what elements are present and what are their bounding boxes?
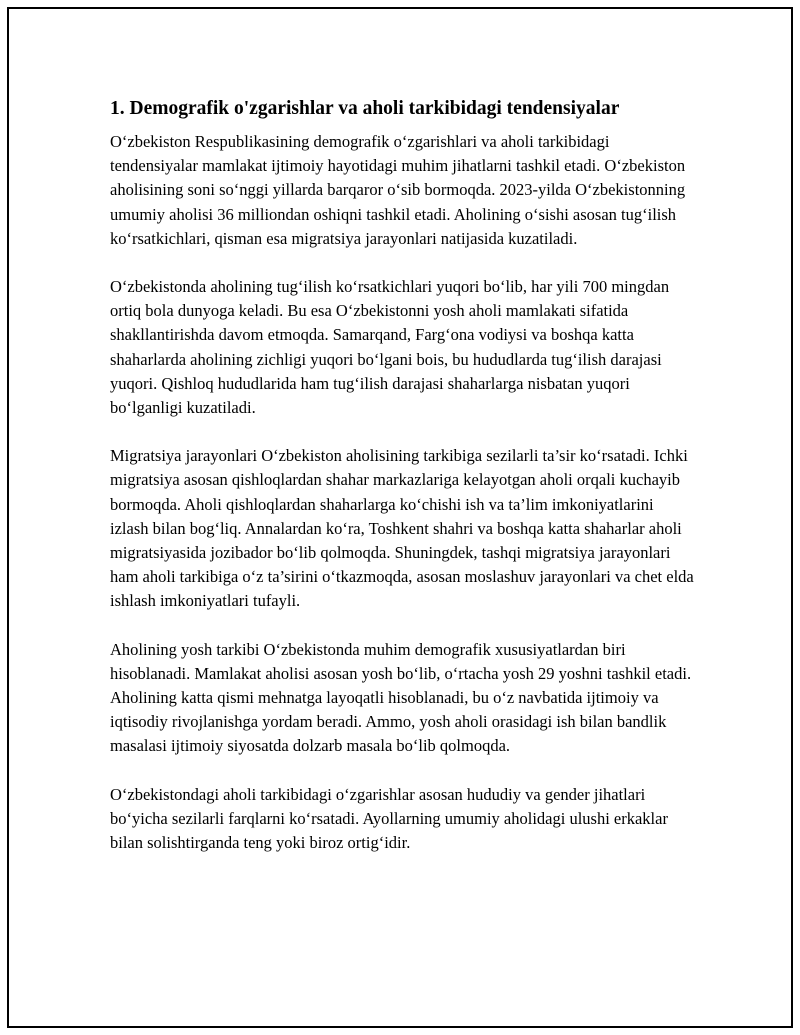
paragraph-regional-gender: O‘zbekistondagi aholi tarkibidagi o‘zgarishlar asosan hududiy va gender jihatlari bo‘yicha sezilarli farqlarni ko‘rsatadi. Ayollarning umumiy aholidagi ulushi erkaklar bilan solishtirganda teng yoki biroz ortig‘idir. — [110, 784, 668, 853]
section-heading: 1. Demografik o'zgarishlar va aholi tarkibidagi tendensiyalar — [110, 98, 620, 119]
document-body — [110, 96, 695, 879]
paragraph-population-growth: O‘zbekiston Respublikasining demografik o‘zgarishlari va aholi tarkibidagi tendensiyalar mamlakat ijtimoiy hayotidagi muhim jihatlarni tashkil etadi. O‘zbekiston aholisining soni so‘nggi yillarda barqaror o‘sib bormoqda. 2023-yilda O‘zbekistonning umumiy aholisi 36 milliondan oshiqni tashkil etadi. Aholining o‘sishi asosan tug‘ilish ko‘rsatkichlari, qisman esa migratsiya jarayonlari natijasida kuzatiladi. — [110, 132, 686, 248]
paragraph-age-structure: Aholining yosh tarkibi O‘zbekistonda muhim demografik xususiyatlardan biri hisoblanadi. Mamlakat aholisi asosan yosh bo‘lib, o‘rtacha yosh 29 yoshni tashkil etadi. Aholining katta qismi mehnatga layoqatli hisoblanadi, bu o‘z navbatida ijtimoiy va iqtisodiy rivojlanishga yordam beradi. Ammo, yosh aholi orasidagi ish bilan bandlik masalasi ijtimoiy siyosatda dolzarb masala bo‘lib qolmoqda. — [110, 639, 692, 756]
paragraph-migration: Migratsiya jarayonlari O‘zbekiston aholisining tarkibiga sezilarli ta’sir ko‘rsatadi. Ichki migratsiya asosan qishloqlardan shahar markazlariga kelayotgan aholi orqali kuchayib bormoqda. Aholi qishloqlardan shaharlarga ko‘chishi ish va ta’lim imkoniyatlarini izlash bilan bog‘liq. Annalardan ko‘ra, Toshkent shahri va boshqa katta shaharlar aholi migratsiyasida jozibador bo‘lib qolmoqda. Shuningdek, tashqi migratsiya jarayonlari ham aholi tarkibiga o‘z ta’sirini o‘tkazmoqda, asosan moslashuv jarayonlari va chet elda ishlash imkoniyatlari tufayli. — [110, 446, 694, 611]
paragraph-birth-rates: O‘zbekistonda aholining tug‘ilish ko‘rsatkichlari yuqori bo‘lib, har yili 700 mingdan ortiq bola dunyoga keladi. Bu esa O‘zbekistonni yosh aholi mamlakati sifatida shakllantirishda davom etmoqda. Samarqand, Farg‘ona vodiysi va boshqa katta shaharlarda aholining zichligi yuqori bo‘lgani bois, bu hududlarda tug‘ilish darajasi yuqori. Qishloq hududlarida ham tug‘ilish darajasi shaharlarga nisbatan yuqori bo‘lganligi kuzatiladi. — [110, 277, 670, 418]
